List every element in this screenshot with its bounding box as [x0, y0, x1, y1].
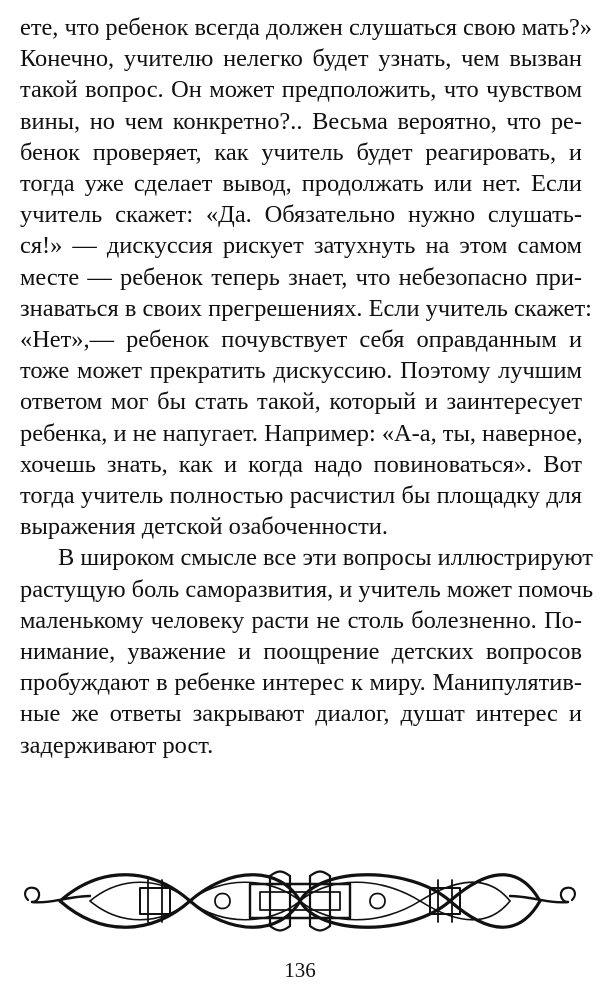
text-line: ся!» — дискуссия рискует затухнуть на этом самом — [20, 232, 582, 260]
text-line: Конечно, учителю нелегко будет узнать, чем вызван — [20, 45, 582, 73]
text-line: тоже может прекратить дискуссию. Поэтому лучшим — [20, 357, 582, 385]
text-line: растущую боль саморазвития, и учитель может помочь — [20, 575, 594, 603]
text-line: пробуждают в ребенке интерес к миру. Манипулятив- — [20, 669, 582, 697]
paragraph-2 — [20, 542, 594, 760]
text-line: ребенка, и не напугает. Например: «А-а, ты, наверное, — [20, 419, 583, 447]
page-number: 136 — [284, 958, 316, 982]
text-line: ответом мог бы стать такой, который и заинтересует — [20, 388, 582, 416]
text-line: ете, что ребенок всегда должен слушаться свою мать?» — [20, 14, 592, 41]
knotwork-ornament-icon — [20, 856, 580, 946]
text-line: тогда уже сделает вывод, продолжать или нет. Если — [20, 170, 582, 198]
text-line: выражения детской озабоченности. — [20, 513, 388, 541]
text-line: нимание, уважение и поощрение детских вопросов — [20, 638, 582, 666]
text-line: учитель скажет: «Да. Обязательно нужно слушать- — [20, 201, 582, 229]
text-line: хочешь знать, как и когда надо повиноваться». Вот — [20, 450, 582, 478]
page-body — [20, 12, 594, 761]
text-line: ные же ответы закрывают диалог, душат интерес и — [20, 700, 582, 728]
text-line: вины, но чем конкретно?.. Весьма вероятно, что ре- — [20, 107, 582, 135]
text-line: задерживают рост. — [20, 731, 214, 759]
text-line: маленькому человеку расти не столь болезненно. По- — [20, 606, 582, 634]
text-line: знаваться в своих прегрешениях. Если учитель скажет: — [20, 294, 592, 322]
text-line: «Нет»,— ребенок почувствует себя оправданным и — [20, 326, 582, 354]
paragraph-1 — [20, 12, 592, 542]
text-line: такой вопрос. Он может предположить, что чувством — [20, 76, 582, 104]
text-line: месте — ребенок теперь знает, что небезопасно при- — [20, 263, 582, 291]
text-line: тогда учитель полностью расчистил бы площадку для — [20, 482, 582, 510]
text-line: В широком смысле все эти вопросы иллюстрируют — [58, 544, 593, 572]
text-line: бенок проверяет, как учитель будет реагировать, и — [20, 138, 582, 166]
